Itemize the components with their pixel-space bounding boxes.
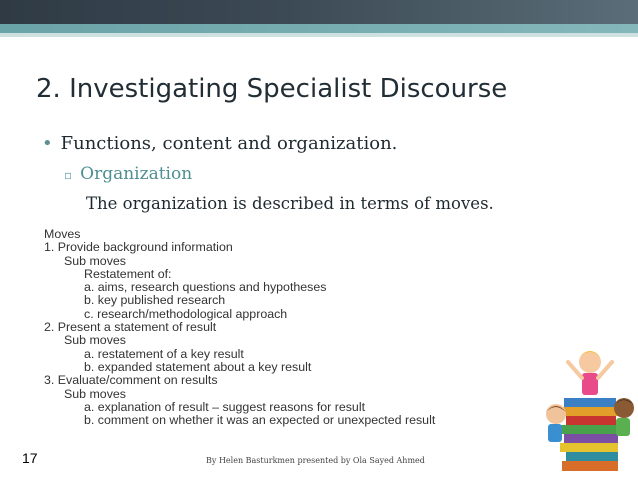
moves-line: b. comment on whether it was an expected or unexpected result [84,413,436,428]
book-3 [566,416,616,425]
moves-line: Sub moves [64,386,126,401]
book-4 [558,425,618,434]
book-8 [562,461,618,471]
moves-line: a. restatement of a key result [84,346,244,361]
top-accent-band-light [0,33,638,37]
child-head-right [614,398,634,418]
top-header-bar [0,0,638,24]
bullet-organization-text: Organization [80,164,193,184]
slide-title: 2. Investigating Specialist Discourse [36,74,508,104]
slide-number: 17 [22,450,38,466]
moves-line: Sub moves [64,253,126,268]
moves-line: a. explanation of result – suggest reasons for result [84,399,366,414]
child-head-top [579,351,601,373]
bullet-organization [64,164,192,184]
moves-line: b. expanded statement about a key result [84,359,312,374]
book-6 [560,443,618,452]
moves-line: a. aims, research questions and hypotheses [84,280,327,295]
bullet-functions [42,133,397,154]
moves-line: Moves [44,228,81,241]
child-body-top [582,373,598,395]
children-on-book-stack-illustration [538,340,638,475]
moves-line: Restatement of: [84,266,172,281]
moves-line: b. key published research [84,293,226,308]
book-7 [566,452,618,461]
moves-line: Sub moves [64,333,126,348]
bullet-square-icon: ▫ [64,168,73,182]
bullet-functions-text: Functions, content and organization. [60,133,398,154]
bullet-dot-icon: • [42,133,53,154]
book-1 [564,398,616,407]
moves-line: 1. Provide background information [44,240,233,255]
moves-line: 2. Present a statement of result [44,320,217,335]
moves-line: 3. Evaluate/comment on results [44,373,218,388]
book-5 [564,434,618,443]
moves-figure [44,228,564,442]
top-accent-band [0,24,638,33]
moves-line: c. research/methodological approach [84,306,288,321]
book-2 [560,407,618,416]
organization-description: The organization is described in terms of moves. [86,194,494,213]
footer-credit: By Helen Basturkmen presented by Ola Sayed Ahmed [206,456,425,465]
